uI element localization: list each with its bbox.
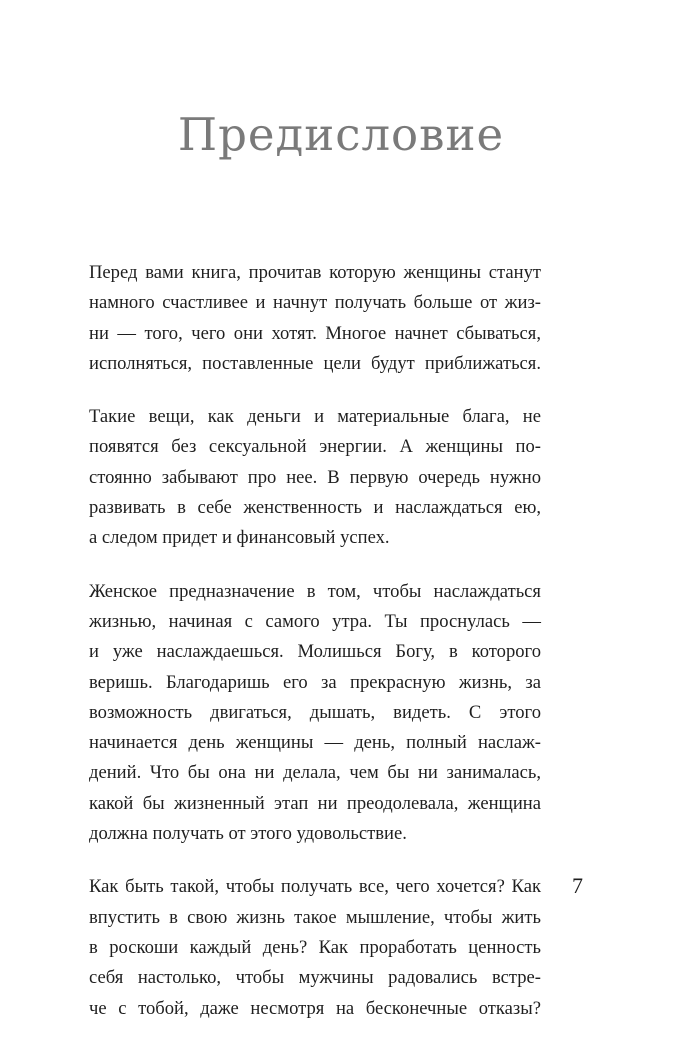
text-line: че с тобой, даже несмотря на бесконечные отказы? — [89, 997, 541, 1019]
body-text — [89, 258, 541, 1047]
paragraph-2 — [89, 402, 541, 553]
text-line: развивать в себе женственность и наслаждаться ею, — [89, 497, 541, 519]
text-line: исполняться, поставленные цели будут приближаться. — [89, 352, 541, 374]
text-line: возможность двигаться, дышать, видеть. С этого — [89, 701, 541, 723]
page-number: 7 — [572, 873, 583, 898]
text-line: веришь. Благодаришь его за прекрасную жизнь, за — [89, 671, 541, 693]
text-line: намного счастливее и начнут получать больше от жиз- — [89, 292, 541, 314]
text-line: впустить в свою жизнь такое мышление, чтобы жить — [89, 906, 541, 928]
paragraph-4 — [89, 872, 541, 1023]
text-line: начинается день женщины — день, полный наслаж- — [89, 732, 541, 754]
text-line: стоянно забывают про нее. В первую очередь нужно — [89, 466, 541, 488]
chapter-title: Предисловие — [177, 108, 505, 161]
text-line: в роскоши каждый день? Как проработать ценность — [89, 936, 541, 958]
text-line: должна получать от этого удовольствие. — [89, 823, 407, 845]
text-line: Как быть такой, чтобы получать все, чего хочется? Как — [89, 876, 541, 898]
text-line: Перед вами книга, прочитав которую женщины станут — [89, 262, 541, 283]
text-line: себя настолько, чтобы мужчины радовались встре- — [89, 967, 541, 989]
text-line: и уже наслаждаешься. Молишься Богу, в которого — [89, 641, 541, 663]
text-line: Такие вещи, как деньги и материальные блага, не — [89, 406, 541, 428]
text-line: ни — того, чего они хотят. Многое начнет сбываться, — [89, 322, 541, 344]
paragraph-3 — [89, 577, 541, 850]
text-line: Женское предназначение в том, чтобы наслаждаться — [89, 580, 541, 602]
text-line: какой бы жизненный этап ни преодолевала, женщина — [89, 792, 541, 814]
text-line: а следом придет и финансовый успех. — [89, 527, 390, 549]
text-line: жизнью, начиная с самого утра. Ты проснулась — — [89, 610, 541, 632]
text-line: дений. Что бы она ни делала, чем бы ни занималась, — [89, 762, 541, 784]
text-line: появятся без сексуальной энергии. А женщины по- — [89, 436, 541, 458]
paragraph-1 — [89, 258, 541, 379]
